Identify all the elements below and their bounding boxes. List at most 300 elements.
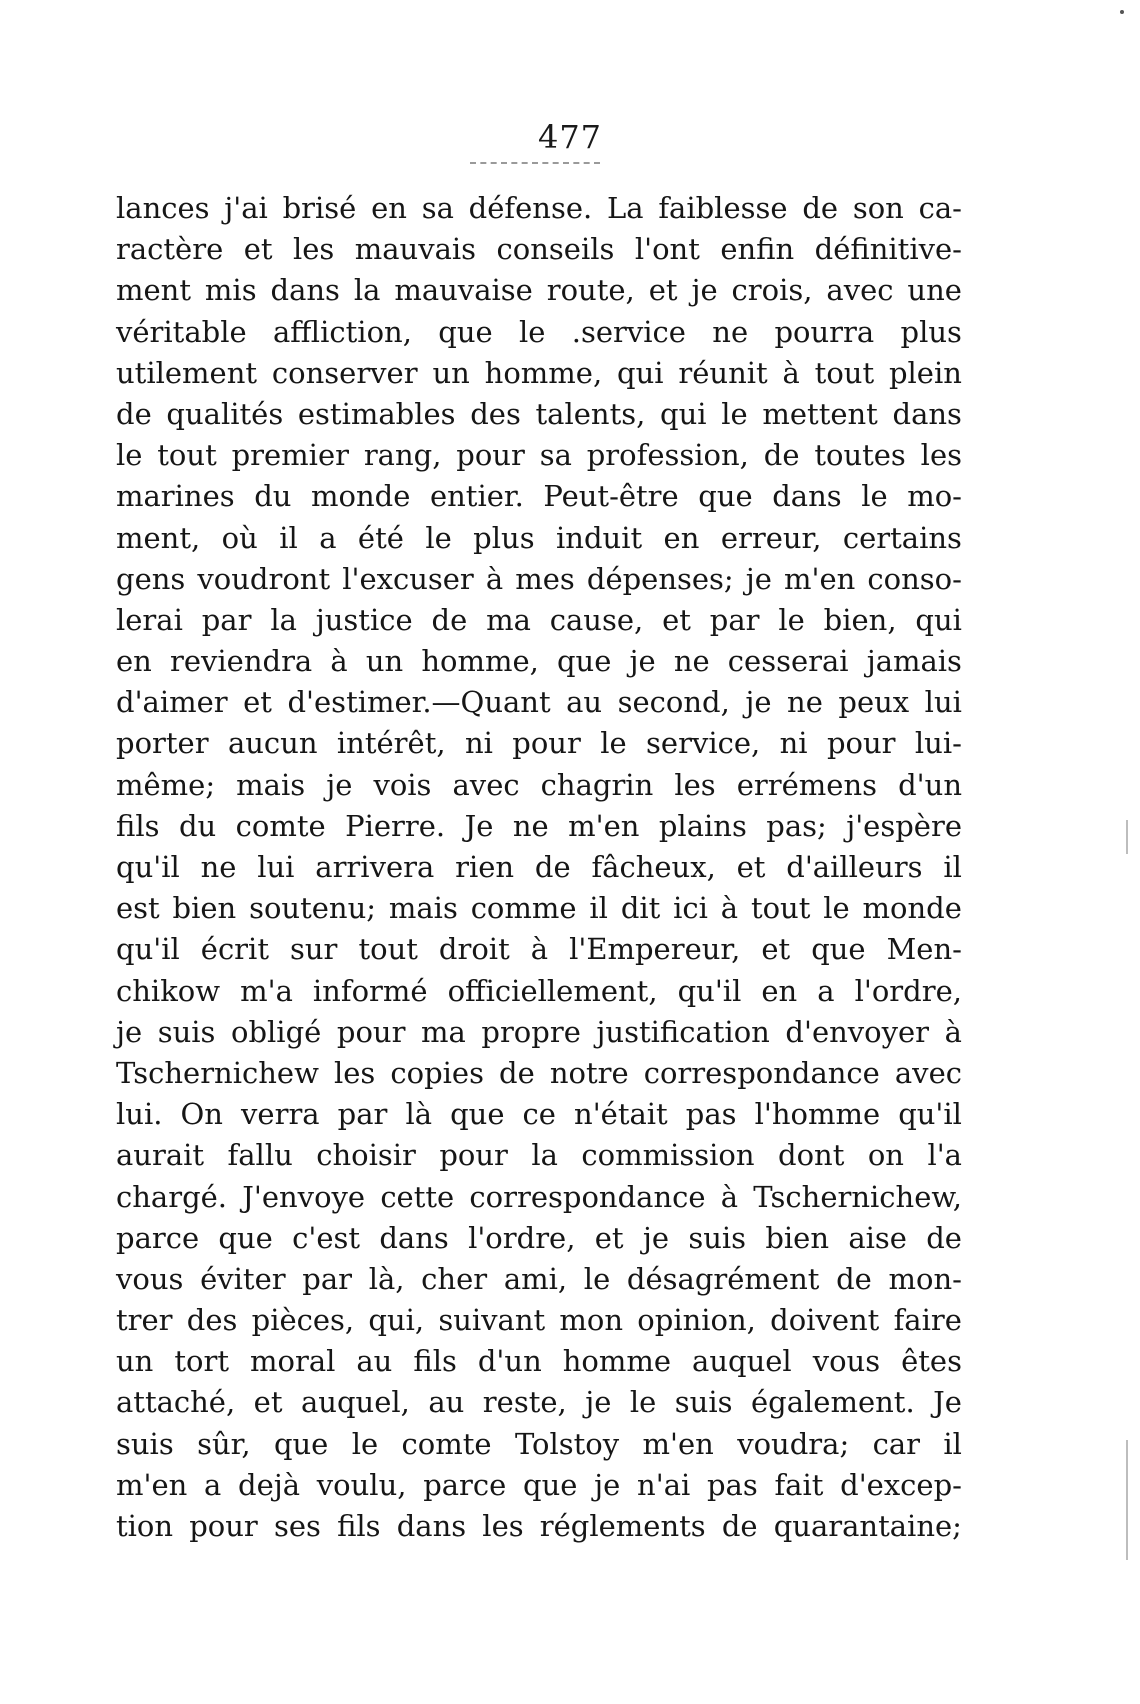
word: La: [606, 191, 644, 225]
word: tout: [814, 355, 875, 390]
word: ni: [779, 726, 808, 761]
word: qu'il: [116, 932, 180, 967]
text-line: [116, 1300, 962, 1341]
word: défense.: [468, 191, 593, 225]
word: et: [243, 232, 273, 267]
word: fils: [337, 1509, 381, 1543]
word: m'en: [568, 808, 640, 843]
word: Tschernichew,: [753, 1179, 962, 1214]
word: à: [485, 561, 504, 596]
margin-mark: [1126, 820, 1128, 854]
word: à: [330, 644, 348, 679]
word: Peut-être: [543, 479, 679, 514]
word: faiblesse: [658, 191, 788, 225]
word: n'était: [574, 1097, 668, 1132]
word: monde: [311, 479, 411, 514]
word: de: [534, 850, 571, 884]
word: conseils: [496, 232, 615, 267]
word: du: [254, 479, 292, 514]
word: un: [365, 644, 404, 679]
word: également.: [751, 1385, 915, 1420]
word: ractère: [116, 232, 224, 267]
word: comte: [401, 1426, 492, 1461]
word: bien,: [823, 602, 897, 637]
word: aucun: [227, 726, 318, 761]
word: de: [802, 191, 839, 225]
word: dejà: [238, 1467, 301, 1502]
word: lui-: [914, 726, 962, 761]
word: comme: [470, 891, 577, 926]
word: peux: [838, 685, 910, 720]
word: utilement: [116, 355, 258, 390]
word: rang,: [363, 438, 442, 473]
word: l'Empereur,: [569, 932, 741, 967]
word: bien: [172, 891, 237, 926]
word: induit: [556, 520, 643, 555]
word: qu'il: [898, 1097, 962, 1132]
word: auquel: [692, 1344, 792, 1379]
word: le: [861, 479, 888, 514]
word: estimables: [297, 396, 456, 431]
word: par: [302, 1261, 352, 1296]
word: plein: [888, 355, 962, 390]
word: que: [556, 644, 612, 679]
word: reste,: [482, 1385, 567, 1420]
word: .service: [571, 314, 686, 349]
word: jamais: [866, 644, 962, 679]
word: parce: [423, 1467, 507, 1502]
word: qu'il: [116, 850, 180, 884]
word: tout: [157, 438, 217, 473]
word: dans: [379, 1220, 449, 1255]
word: fils: [116, 808, 160, 843]
text-line: [116, 435, 962, 476]
word: dans: [270, 273, 340, 308]
word: droit: [438, 932, 510, 967]
word: premier: [231, 438, 349, 473]
word: entier.: [429, 479, 524, 514]
word: opinion,: [637, 1303, 756, 1338]
word: l'excuser: [342, 561, 474, 596]
word: été: [357, 520, 404, 555]
word: certains: [842, 520, 962, 555]
word: que: [438, 314, 493, 349]
word: Men-: [886, 932, 962, 967]
word: cause,: [549, 602, 644, 637]
word: à: [720, 1179, 739, 1214]
margin-mark: [1126, 1440, 1128, 1560]
word: ne: [787, 685, 823, 720]
word: le: [600, 726, 627, 761]
word: copies: [390, 1055, 484, 1090]
word: pour: [336, 1014, 406, 1049]
word: fils: [413, 1344, 457, 1379]
word: le: [629, 1385, 657, 1420]
text-line: [116, 682, 962, 723]
text-line: [116, 1382, 962, 1423]
word: au: [428, 1385, 465, 1420]
word: mes: [515, 561, 575, 596]
word: monde: [862, 891, 962, 926]
text-line: [116, 723, 962, 764]
word: le: [778, 602, 805, 637]
word: n'ai: [637, 1467, 691, 1502]
text-line: [116, 1094, 962, 1135]
word: enfin: [720, 232, 795, 267]
word: voudra;: [737, 1426, 850, 1461]
word: lui.: [116, 1097, 163, 1132]
word: le: [116, 438, 143, 473]
text-line: [116, 888, 962, 929]
word: qui: [617, 355, 664, 390]
word: un: [432, 355, 470, 390]
word: commission: [581, 1138, 755, 1173]
word: de: [431, 602, 468, 637]
word: en: [761, 973, 798, 1008]
word: vois: [373, 767, 432, 802]
word: correspondance: [469, 1179, 706, 1214]
word: par: [201, 602, 252, 637]
word: du: [178, 808, 217, 843]
text-line: [116, 1424, 962, 1465]
word: le: [721, 396, 748, 431]
word: là: [405, 1097, 433, 1132]
text-line: [116, 1259, 962, 1300]
word: l'homme: [754, 1097, 881, 1132]
word: en: [116, 644, 152, 679]
word: les: [333, 1055, 376, 1090]
word: réglements: [539, 1509, 706, 1543]
word: dit: [620, 891, 661, 926]
word: par: [709, 602, 760, 637]
word: reviendra: [169, 644, 313, 679]
word: le: [823, 891, 850, 926]
word: chargé.: [116, 1179, 228, 1214]
word: écrit: [200, 932, 269, 967]
word: voulu,: [316, 1467, 407, 1502]
word: que: [698, 479, 753, 514]
word: comte: [235, 808, 326, 843]
text-line: [116, 600, 962, 641]
word: trer: [116, 1303, 173, 1338]
word: et: [253, 1385, 283, 1420]
word: avec: [826, 273, 894, 308]
word: d'un: [898, 767, 962, 802]
word: ment: [116, 273, 191, 308]
word: ce: [522, 1097, 556, 1132]
word: verra: [241, 1097, 320, 1132]
word: suivant: [438, 1303, 546, 1338]
text-line: [116, 394, 962, 435]
word: son: [852, 191, 904, 225]
word: mauvaise: [394, 273, 533, 308]
word: même;: [116, 767, 216, 802]
text-line: [116, 476, 962, 517]
word: cette: [380, 1179, 455, 1214]
word: et: [648, 273, 678, 308]
text-line: [116, 1053, 962, 1094]
word: les: [674, 767, 716, 802]
word: mo-: [907, 479, 962, 514]
word: marines: [116, 479, 235, 514]
word: et: [243, 685, 272, 720]
word: définitive-: [814, 232, 962, 267]
word: est: [116, 891, 160, 926]
word: éviter: [200, 1261, 286, 1296]
word: quarantaine;: [773, 1509, 962, 1543]
word: affliction,: [272, 314, 412, 349]
word: pas: [685, 1097, 737, 1132]
word: avec: [452, 767, 520, 802]
word: a: [204, 1467, 222, 1502]
word: d'ailleurs: [786, 850, 923, 884]
word: conserver: [271, 355, 418, 390]
word: je: [745, 561, 772, 596]
word: la: [531, 1138, 558, 1173]
word: fâcheux,: [591, 850, 716, 884]
word: doivent: [770, 1303, 880, 1338]
word: suis: [116, 1426, 174, 1461]
word: d'aimer: [116, 685, 228, 720]
word: qualités: [166, 396, 284, 431]
text-line: [116, 353, 962, 394]
word: là,: [368, 1261, 405, 1296]
word: Tschernichew: [116, 1055, 319, 1090]
word: correspondance: [643, 1055, 880, 1090]
word: homme,: [484, 355, 603, 390]
word: réunit: [678, 355, 768, 390]
word: où: [221, 520, 258, 555]
word: conso-: [867, 561, 962, 596]
word: des: [186, 1303, 238, 1338]
text-line: [116, 270, 962, 311]
word: pièces,: [251, 1303, 355, 1338]
word: parce: [116, 1220, 200, 1255]
word: erreur,: [720, 520, 822, 555]
word: il: [943, 850, 962, 884]
word: ma: [421, 1014, 466, 1049]
word: je: [745, 685, 772, 720]
word: je: [585, 1385, 612, 1420]
word: ne: [200, 850, 237, 884]
word: m'en: [784, 561, 856, 596]
word: chikow: [116, 973, 221, 1008]
text-line: [116, 188, 962, 229]
word: qui,: [368, 1303, 425, 1338]
word: informé: [312, 973, 428, 1008]
text-line: [116, 1506, 962, 1547]
word: qui: [915, 602, 962, 637]
word: service,: [646, 726, 761, 761]
word: au: [566, 685, 603, 720]
word: et: [736, 850, 766, 884]
word: une: [907, 273, 962, 308]
word: tion: [116, 1509, 174, 1543]
word: mon: [559, 1303, 624, 1338]
word: je: [642, 1220, 670, 1255]
word: je: [116, 1014, 143, 1049]
word: l'a: [927, 1138, 962, 1173]
word: suis: [688, 1220, 747, 1255]
word: ca-: [918, 191, 962, 225]
word: un: [116, 1344, 154, 1379]
word: dans: [396, 1509, 467, 1543]
word: On: [180, 1097, 223, 1132]
word: second,: [617, 685, 730, 720]
word: brisé: [282, 191, 357, 225]
word: toutes: [814, 438, 906, 473]
word: mettent: [762, 396, 878, 431]
word: mais: [388, 891, 458, 926]
text-line: [116, 1218, 962, 1259]
word: tout: [750, 891, 811, 926]
word: Pierre.: [345, 808, 446, 843]
word: suis: [674, 1385, 733, 1420]
word: dépenses;: [586, 561, 734, 596]
word: et: [662, 602, 691, 637]
word: je: [594, 1467, 621, 1502]
word: des: [470, 396, 521, 431]
word: il: [943, 1426, 962, 1461]
word: mon-: [888, 1261, 962, 1296]
word: pas;: [766, 808, 827, 843]
word: en: [371, 191, 407, 225]
word: tout: [358, 932, 418, 967]
word: plus: [473, 520, 535, 555]
word: les: [920, 438, 962, 473]
word: ment,: [116, 520, 201, 555]
word: le: [583, 1261, 611, 1296]
word: aise: [848, 1220, 907, 1255]
word: de: [763, 438, 800, 473]
word: avec: [894, 1055, 962, 1090]
word: les: [292, 232, 335, 267]
word: chagrin: [540, 767, 654, 802]
word: ici: [673, 891, 708, 926]
word: l'ordre,: [468, 1220, 576, 1255]
word: d'excep-: [840, 1467, 962, 1502]
word: sa: [539, 438, 572, 473]
word: homme,: [421, 644, 539, 679]
word: car: [872, 1426, 921, 1461]
word: m'en: [642, 1426, 714, 1461]
word: d'envoyer: [785, 1014, 930, 1049]
word: dans: [772, 479, 842, 514]
word: ami,: [503, 1261, 568, 1296]
text-line: [116, 1177, 962, 1218]
word: faire: [893, 1303, 962, 1338]
word: l'ont: [634, 232, 700, 267]
word: désagrément: [626, 1261, 820, 1296]
word: choisir: [316, 1138, 416, 1173]
word: à: [782, 355, 800, 390]
word: à: [944, 1014, 962, 1049]
word: en: [663, 520, 700, 555]
word: intérêt,: [336, 726, 446, 761]
word: Tolstoy: [514, 1426, 620, 1461]
word: c'est: [292, 1220, 361, 1255]
word: vous: [116, 1261, 184, 1296]
word: mais: [236, 767, 306, 802]
text-line: [116, 929, 962, 970]
word: sûr,: [197, 1426, 251, 1461]
word: le: [351, 1426, 379, 1461]
word: crois,: [731, 273, 813, 308]
word: gens: [116, 561, 186, 596]
text-line: [116, 518, 962, 559]
word: aurait: [116, 1138, 205, 1173]
word: la: [270, 602, 297, 637]
word: ne: [673, 644, 710, 679]
word: ses: [273, 1509, 321, 1543]
word: pour: [456, 438, 525, 473]
page-number-rule: [470, 162, 600, 164]
word: de: [721, 1509, 758, 1543]
text-line: [116, 229, 962, 270]
word: lerai: [116, 602, 183, 637]
word: notre: [549, 1055, 629, 1090]
text-line: [116, 1012, 962, 1053]
word: fait: [774, 1467, 824, 1502]
scan-speck: [1120, 10, 1124, 14]
word: de: [499, 1055, 535, 1090]
word: je: [629, 644, 656, 679]
word: ne: [712, 314, 749, 349]
word: sa: [421, 191, 454, 225]
word: pourra: [774, 314, 875, 349]
word: plains: [658, 808, 747, 843]
word: il: [589, 891, 608, 926]
word: J'envoye: [242, 1179, 366, 1214]
word: au: [356, 1344, 393, 1379]
text-line: [116, 559, 962, 600]
word: rien: [455, 850, 515, 884]
word: pour: [439, 1138, 508, 1173]
word: propre: [481, 1014, 581, 1049]
word: d'estimer.—Quant: [287, 685, 551, 720]
word: auquel,: [300, 1385, 410, 1420]
word: je: [691, 273, 718, 308]
word: suis: [157, 1014, 216, 1049]
word: m'a: [240, 973, 293, 1008]
word: ne: [512, 808, 549, 843]
word: tort: [174, 1344, 229, 1379]
word: il: [279, 520, 298, 555]
word: de: [116, 396, 152, 431]
word: a: [319, 520, 337, 555]
word: je: [326, 767, 353, 802]
word: j'espère: [846, 808, 962, 843]
word: les: [482, 1509, 524, 1543]
word: Je: [464, 808, 494, 843]
word: dont: [778, 1138, 845, 1173]
word: a: [817, 973, 835, 1008]
word: êtes: [901, 1344, 962, 1379]
word: fallu: [227, 1138, 293, 1173]
word: justification: [596, 1014, 770, 1049]
word: et: [761, 932, 791, 967]
word: lui: [924, 685, 962, 720]
word: dans: [892, 396, 962, 431]
word: lui: [257, 850, 295, 884]
text-line: [116, 847, 962, 888]
text-line: [116, 312, 962, 353]
word: on: [867, 1138, 904, 1173]
word: officiellement,: [447, 973, 658, 1008]
text-line: [116, 1135, 962, 1176]
word: lances: [116, 191, 210, 225]
word: ma: [486, 602, 531, 637]
